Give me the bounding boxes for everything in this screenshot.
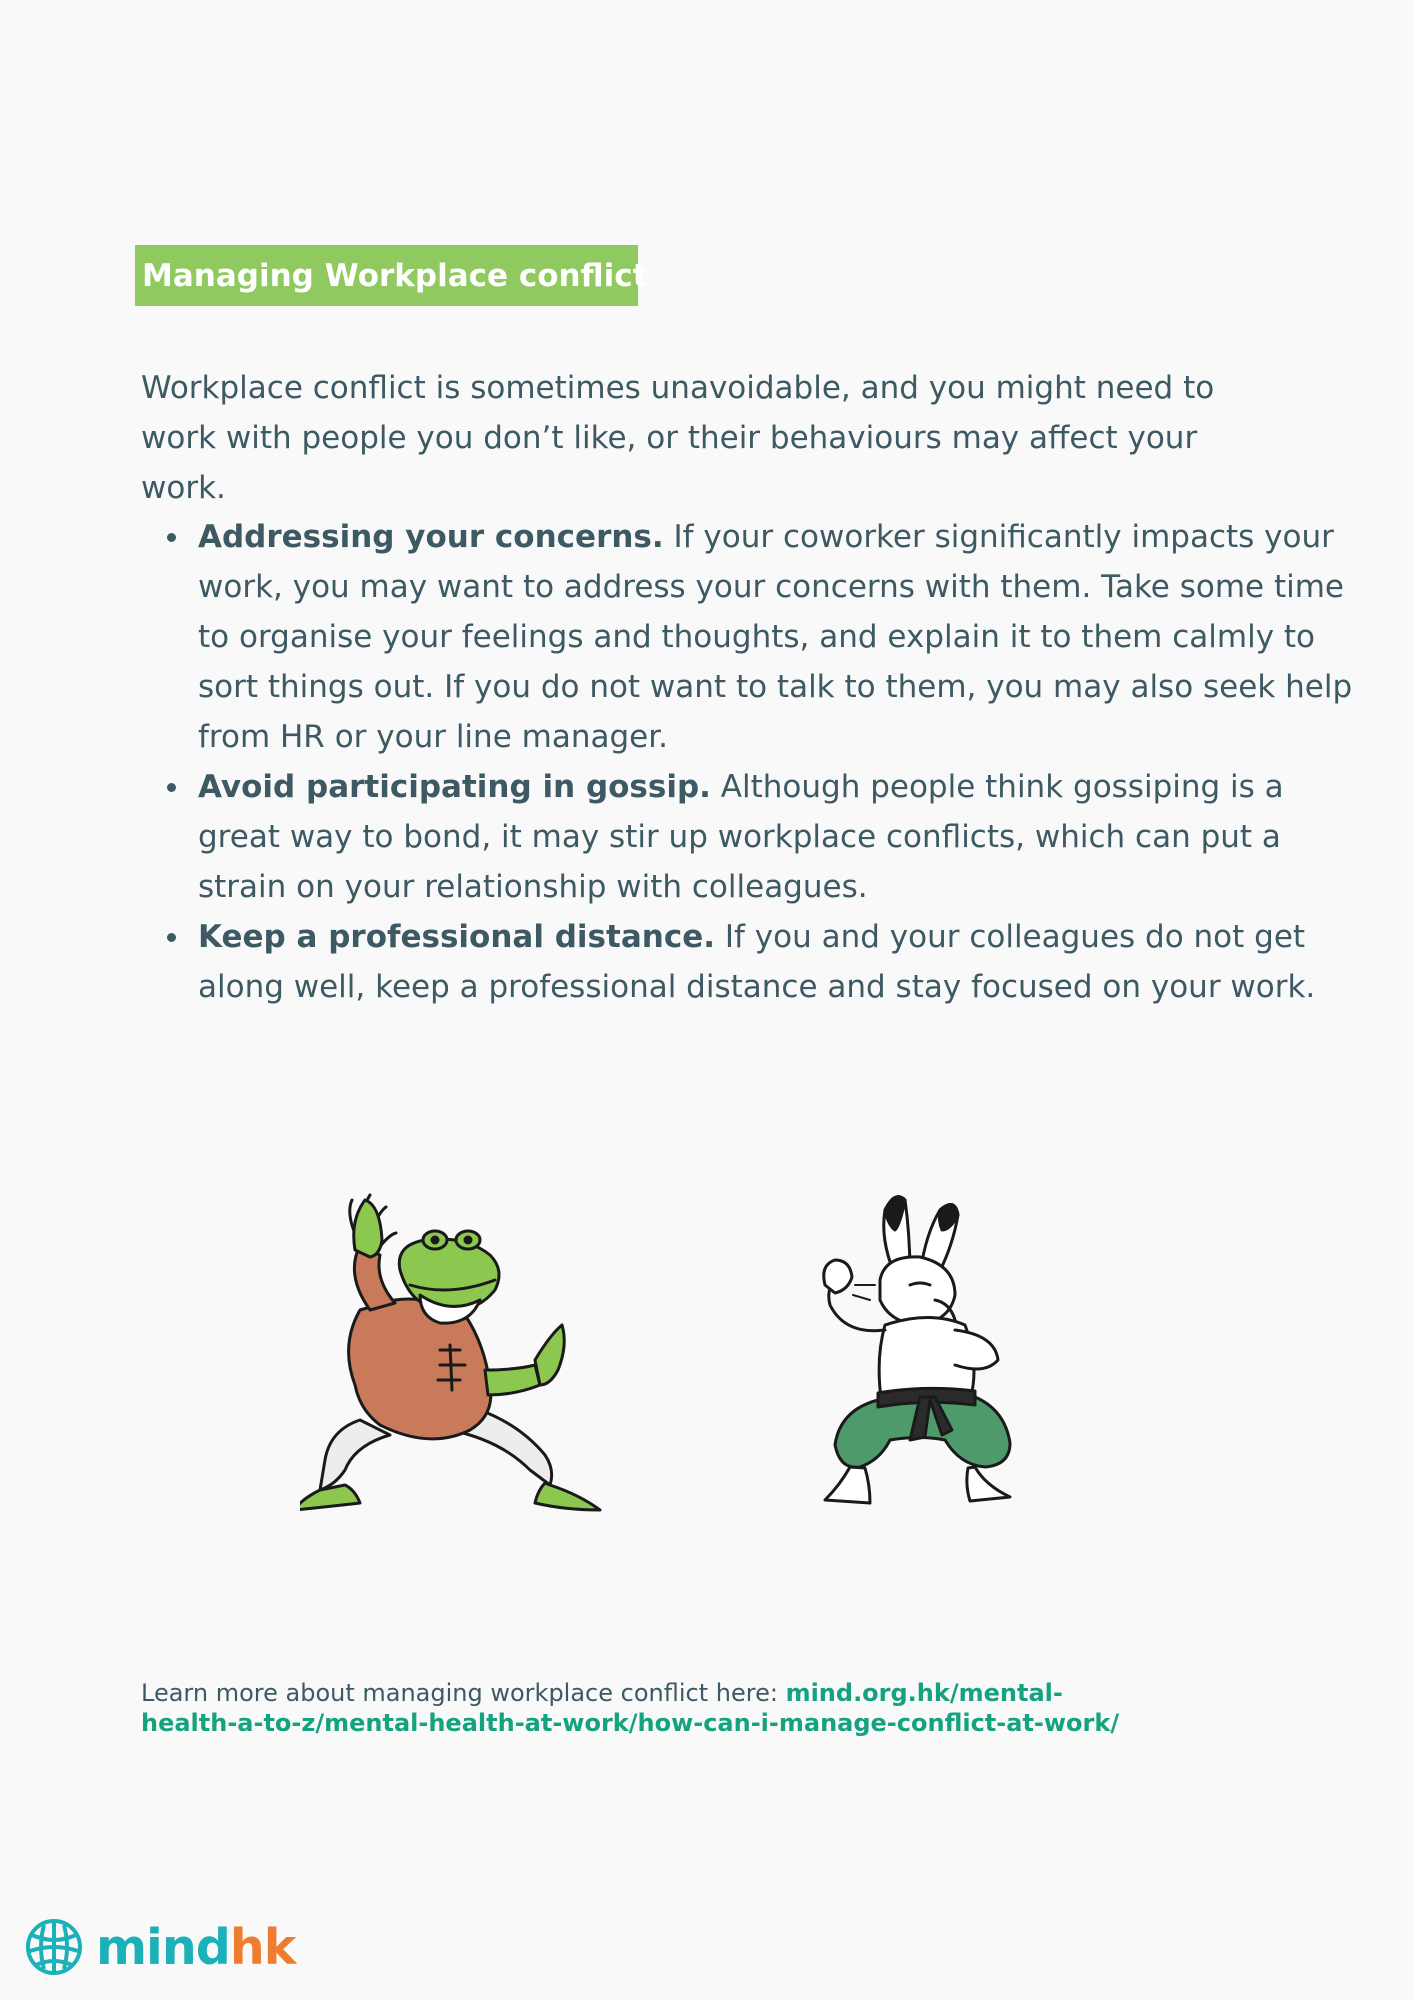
- tip-text: If you and your colleagues do not get along well, keep a professional distance and stay focused on your work.: [198, 919, 1316, 1005]
- logo-hk-text: hk: [229, 1918, 296, 1976]
- brain-globe-icon: [24, 1917, 84, 1977]
- learn-more-note: [141, 1678, 1141, 1738]
- tip-title: Avoid participating in gossip.: [198, 769, 711, 805]
- logo-mind-text: mind: [96, 1918, 230, 1976]
- learn-more-prefix: Learn more about managing workplace conflict here:: [141, 1679, 778, 1707]
- learn-more-link[interactable]: mind.org.hk/mental-health-a-to-z/mental-health-at-work/how-can-i-manage-conflict-at-work/: [141, 1679, 1120, 1737]
- list-item: [198, 512, 1358, 762]
- section-heading: [135, 245, 648, 306]
- tip-title: Keep a professional distance.: [198, 919, 715, 955]
- frog-illustration: [300, 1195, 600, 1510]
- rabbit-illustration: [824, 1197, 1010, 1503]
- section-heading-text: Managing Workplace conflict: [142, 257, 648, 294]
- tips-list: [141, 512, 1358, 1012]
- tip-text: Although people think gossiping is a great way to bond, it may stir up workplace conflicts, which can put a strain on your relationship with colleagues.: [198, 769, 1284, 905]
- tip-title: Addressing your concerns.: [198, 519, 664, 555]
- fighting-animals-illustration: [300, 1185, 1120, 1555]
- mindhk-logo: [24, 1912, 295, 1982]
- intro-paragraph: Workplace conflict is sometimes unavoidable, and you might need to work with people you don’t like, or their behaviours may affect your work.: [141, 370, 1215, 506]
- logo-wordmark: [96, 1919, 295, 1976]
- list-item: [198, 762, 1358, 912]
- tip-text: If your coworker significantly impacts your work, you may want to address your concerns with them. Take some time to organise your feelings and thoughts, and explain it to them calmly to sort things out. If you do not want to talk to them, you may also seek help from HR or your line manager.: [198, 519, 1353, 755]
- list-item: [198, 912, 1358, 1012]
